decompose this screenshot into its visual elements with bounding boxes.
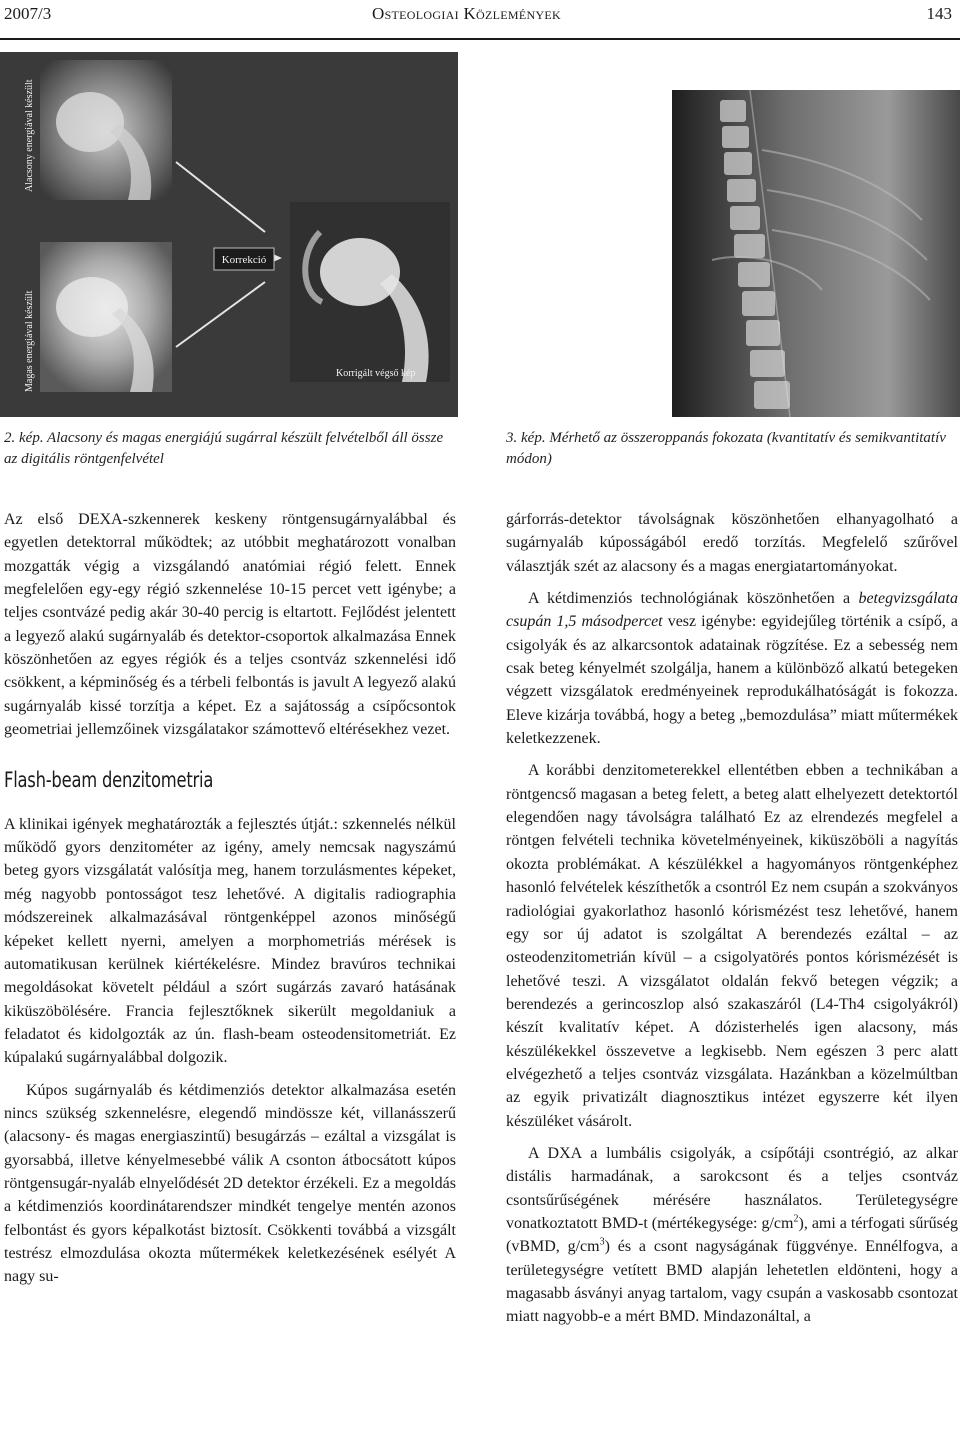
corrected-label: Korrigált végső kép (336, 368, 416, 379)
journal-title: Osteologiai Közlemények (372, 4, 562, 23)
figure-2-image (0, 52, 458, 417)
correction-label: Korrekció (221, 254, 267, 266)
corrected-panel (290, 202, 450, 382)
issue-number: 2007/3 (4, 4, 52, 23)
p2-emphasis: betegvizsgálata csupán 1,5 másodpercet (506, 590, 958, 631)
p4-text-a: A DXA a lumbális csigolyák, a csípőtáji csontrégió, az alkar distális harmadának, a sarokcsont és a teljes csontváz csontsűrűségének mérésére használatos. Területegységre vonatkoztatott BMD-t (mértékegysége: g/cm (506, 1144, 958, 1232)
right-paragraph-3: A korábbi denzitometerekkel ellentétben ebben a technikában a röntgencső magasan a beteg felett, a beteg alatt elhelyezett detektortól elegendően nagy távolságra található Ez az elrendezés megfelel a röntgen felvételi technika követelményeinek, kiküszöböli a nagyítás okozta problémákat. A készülékkel a hagyományos röntgenképhez hasonló felvételek készíthetők a csontról Ez nem csupán a szokványos radiológiai gyakorlathoz hasonló kórismézést tesz lehetővé, hanem egy sor új adatot is szolgáltat A berendezés ezáltal – az osteodenzitometrián kívül – a csigolyatörés pontos kórismézését is lehetővé teszi. A vizsgálatot oldalán fekvő betegen végzik; a berendezés a gerincoszlop alsó szakaszáról (L4-Th4 csigolyákról) készít kvalitatív képet. A dózisterhelés igen alacsony, más készülékekkel összevetve a legkisebb. Nem egészen 3 perc alatt elvégezhető a teljes csontváz vizsgálata. Hazánkban a közelmúltban az egyik privatizált diagnosztikus intézet egyszerre két ilyen készüléket vásárolt. (506, 762, 958, 1130)
header-rule (0, 38, 960, 40)
p4-text-c: ) és a csont nagyságának függvénye. Ennélfogva, a területegységre vetített BMD alapján lehetetlen eldönteni, hogy a magasabb ásványi anyag tartalom, vagy csupán a vaskosabb csontozat miatt nagyobb-e a mért BMD. Mindazonáltal, a (506, 1238, 958, 1326)
right-paragraph-4 (506, 1142, 958, 1329)
figure-2-illustration (0, 52, 458, 417)
figure-3-image (672, 90, 960, 417)
p2-text-before: A kétdimenziós technológiának köszönhetően a (528, 590, 859, 608)
high-energy-panel (40, 242, 172, 392)
section-heading: Flash-beam denzitometria (4, 768, 214, 793)
right-column (506, 508, 958, 1329)
high-energy-label: Magas energiával készült (24, 290, 35, 392)
right-paragraph-1: gárforrás-detektor távolságnak köszönhetően elhanyagolható a sugárnyaláb kúposságából eredő torzítás. Megfelelő szűrővel választják szét az alacsony és a magas energiatartományokat. (506, 511, 958, 575)
left-column (4, 508, 456, 1289)
low-energy-label: Alacsony energiával készült (24, 79, 35, 192)
left-paragraph-3: Kúpos sugárnyaláb és kétdimenziós detektor alkalmazása esetén nincs szükség szkennelésre, elegendő mindössze két, villanásszerű (alacsony- és magas energiaszintű) besugárzás – ezáltal a vizsgálat is gyorsabbá, illetve kényelmesebbé válik A csonton átbocsátott kúpos röntgensugár-nyaláb elnyelődését 2D detektor érzékeli. Ez a megoldás a kétdimenziós koordinátarendszer mindkét tengelye mentén azonos felbontást és gyors képalkotást biztosít. Csökkenti továbbá a vizsgált testrész elmozdulása okozta műtermékek keletkezésének esélyét A nagy su- (4, 1081, 456, 1286)
p4-text-b: ), ami a térfogati sűrűség (vBMD, g/cm (506, 1214, 958, 1256)
p4-sup-2: 3 (599, 1236, 605, 1248)
figure-2-caption: 2. kép. Alacsony és magas energiájú sugárral készült felvételből áll össze az digitális röntgenfelvétel (4, 430, 444, 467)
figure-3-caption: 3. kép. Mérhető az összeroppanás fokozata (kvantitatív és semikvantitatív módon) (506, 430, 946, 467)
page-number: 143 (926, 4, 952, 23)
figure-3-illustration (672, 90, 960, 417)
p2-text-after: vesz igénybe: egyidejűleg történik a csípő, a csigolyák és az alkarcsontok adatainak rögzítése. Ez a sebesség nem csak beteg kényelmét szolgálja, hanem a különböző alkatú betegeken végzett vizsgálatok eredményeinek reprodukálhatóságát is fokozza. Eleve kizárja továbbá, hogy a beteg „bemozdulása” miatt műtermékek keletkezzenek. (506, 613, 958, 748)
low-energy-panel (40, 60, 172, 200)
right-paragraph-2 (506, 587, 958, 750)
left-paragraph-2: A klinikai igények meghatározták a fejlesztés útját.: szkennelés nélkül működő gyors denzitométer az igény, amely nemcsak nagyszámú beteg gyors vizsgálatát valósítja meg, hanem torzulásmentes képeket, még nagyobb pontosságot tesz lehetővé. A digitalis radiographia módszereinek alkalmazásával röntgenképpel azonos minőségű képeket kellett nyerni, amelyen a morphometriás mérések is automatikusan kerülnek kiértékelésre. Mindez bravúros technikai megoldásokat követelt például a szórt sugárzás zavaró hatásának kiküszöbölésére. Francia fejlesztőknek sikerült megoldaniuk a feladatot és kidolgozták az ún. flash-beam osteodensitometriát. Ez kúpalakú sugárnyalábbal dolgozik. (4, 815, 456, 1067)
running-header (0, 0, 960, 40)
p4-sup-1: 2 (793, 1213, 799, 1225)
left-paragraph-1: Az első DEXA-szkennerek keskeny röntgensugárnyalábbal és egyetlen detektorral működtek; az utóbbit meghatározott vonalban mozgatták végig a vizsgálandó anatómiai régió felett. Ennek megfelelően egy-egy régió szkennelése 10-15 percet vett igénybe; a teljes csontvázé pedig akár 30-40 percig is eltartott. Fejlődést jelentett a legyező alakú sugárnyaláb és detektor-csoportok alkalmazása Ennek köszönhetően az egyes régiók és a teljes csontváz szkennelési idő csökkent, a képminőség és a térbeli felbontás is javult A legyező alakú sugárnyaláb kissé torzítja a képet. Ez a sajátosság a csípőcsontok geometriai jellemzőinek vizsgálatakor számottevő eltérésekhez vezet. (4, 511, 456, 739)
